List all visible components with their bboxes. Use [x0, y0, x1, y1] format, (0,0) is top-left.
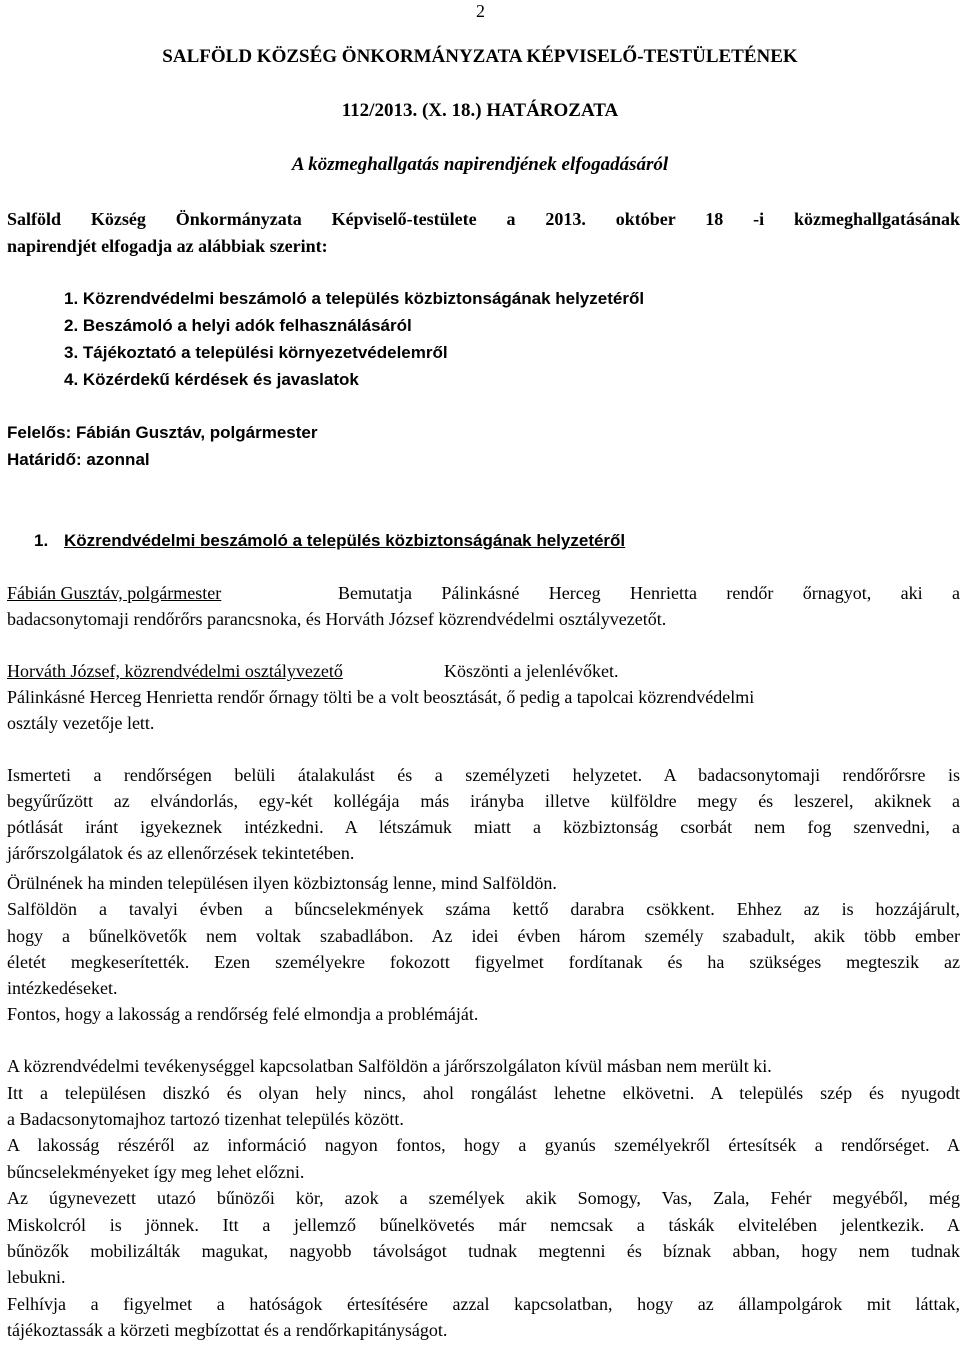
resolution-intro-line: napirendjét elfogadja az alábbiak szerint:: [7, 236, 328, 256]
body-line: badacsonytomaji rendőrőrs parancsnoka, és Horváth József közrendvédelmi osztályvezetőt.: [7, 609, 667, 629]
speaker-label: Fábián Gusztáv, polgármester: [7, 583, 222, 603]
section-title: Közrendvédelmi beszámoló a település közbiztonságának helyzetéről: [64, 531, 626, 550]
body-line: Fontos, hogy a lakosság a rendőrség felé elmondja a problémáját.: [7, 1004, 479, 1024]
agenda-item: 4. Közérdekű kérdések és javaslatok: [64, 370, 359, 389]
responsible-person: Felelős: Fábián Gusztáv, polgármester: [7, 423, 318, 442]
section-number: 1.: [34, 531, 49, 550]
body-line: életét megkeserítették. Ezen személyekre fokozott figyelmet fordítanak és ha szükséges megteszik az: [7, 952, 960, 972]
body-line: Ismerteti a rendőrségen belüli átalakulást és a személyzeti helyzetet. A badacsonytomaji rendőrőrsre is: [7, 765, 960, 785]
body-line: Pálinkásné Herceg Henrietta rendőr őrnagy tölti be a volt beosztását, ő pedig a tapolcai közrendvédelmi: [7, 687, 755, 707]
body-line: A közrendvédelmi tevékenységgel kapcsolatban Salföldön a járőrszolgálaton kívül másban nem merült ki.: [7, 1056, 772, 1076]
agenda-item: 3. Tájékoztató a települési környezetvédelemről: [64, 343, 448, 362]
agenda-item: 1. Közrendvédelmi beszámoló a település közbiztonságának helyzetéről: [64, 289, 645, 308]
body-line: a Badacsonytomajhoz tartozó tizenhat település között.: [7, 1109, 404, 1129]
body-line: begyűrűzött az elvándorlás, egy-két kollégája más irányba illetve külföldre megy és leszerel, akiknek a: [7, 791, 960, 811]
body-line: Felhívja a figyelmet a hatóságok értesítésére azzal kapcsolatban, hogy az állampolgárok mit láttak,: [7, 1294, 960, 1314]
body-line: Salföldön a tavalyi évben a bűncselekmények száma kettő darabra csökkent. Ehhez az is hozzájárult,: [7, 899, 960, 919]
resolution-intro-line: Salföld Község Önkormányzata Képviselő-testülete a 2013. október 18 -i közmeghallgatásának: [7, 209, 960, 229]
speaker-name: [7, 660, 343, 682]
deadline: Határidő: azonnal: [7, 450, 150, 469]
council-heading: SALFÖLD KÖZSÉG ÖNKORMÁNYZATA KÉPVISELŐ-TESTÜLETÉNEK: [162, 46, 798, 67]
body-line: járőrszolgálatok és az ellenőrzések tekintetében.: [7, 843, 355, 863]
body-line: lebukni.: [7, 1267, 66, 1287]
body-line: osztály vezetője lett.: [7, 713, 155, 733]
body-line: pótlását iránt igyekeznek intézkedni. A létszámuk miatt a közbiztonság csorbát nem fog szenvedni, a: [7, 817, 960, 837]
body-line: Miskolcról is jönnek. Itt a jellemző bűnelkövetés már nemcsak a táskák elvitelében jelentkezik. A: [7, 1215, 960, 1235]
body-line: A lakosság részéről az információ nagyon fontos, hogy a gyanús személyekről értesítsék a rendőrséget. A: [7, 1135, 960, 1155]
agenda-item: 2. Beszámoló a helyi adók felhasználásáról: [64, 316, 412, 335]
body-line: tájékoztassák a körzeti megbízottat és a rendőrkapitányságot.: [7, 1320, 448, 1340]
body-line: intézkedéseket.: [7, 978, 118, 998]
body-line: Az úgynevezett utazó bűnözői kör, azok a személyek akik Somogy, Vas, Zala, Fehér megyéből, még: [7, 1188, 960, 1208]
speaker-statement: Köszönti a jelenlévőket.: [444, 661, 619, 681]
body-line: bűncselekményeket így meg lehet előzni.: [7, 1162, 305, 1182]
resolution-number: 112/2013. (X. 18.) HATÁROZATA: [341, 100, 619, 121]
resolution-subject: A közmeghallgatás napirendjének elfogadásáról: [291, 154, 669, 175]
body-line: Itt a településen diszkó és olyan hely nincs, ahol rongálást lehetne elkövetni. A település szép és nyugodt: [7, 1083, 960, 1103]
speaker-name: [7, 582, 221, 604]
body-line: bűnözők mobilizálták magukat, nagyobb távolságot tudnak megtenni és bíznak abban, hogy nem tudnak: [7, 1241, 960, 1261]
body-line: hogy a bűnelkövetők nem voltak szabadlábon. Az idei évben három személy szabadult, akik több ember: [7, 926, 960, 946]
body-line: Örülnének ha minden településen ilyen közbiztonság lenne, mind Salföldön.: [7, 873, 557, 893]
page-number: 2: [476, 1, 485, 21]
speaker-statement: Bemutatja Pálinkásné Herceg Henrietta rendőr őrnagyot, aki a: [338, 583, 960, 603]
speaker-label: Horváth József, közrendvédelmi osztályvezető: [7, 661, 343, 681]
